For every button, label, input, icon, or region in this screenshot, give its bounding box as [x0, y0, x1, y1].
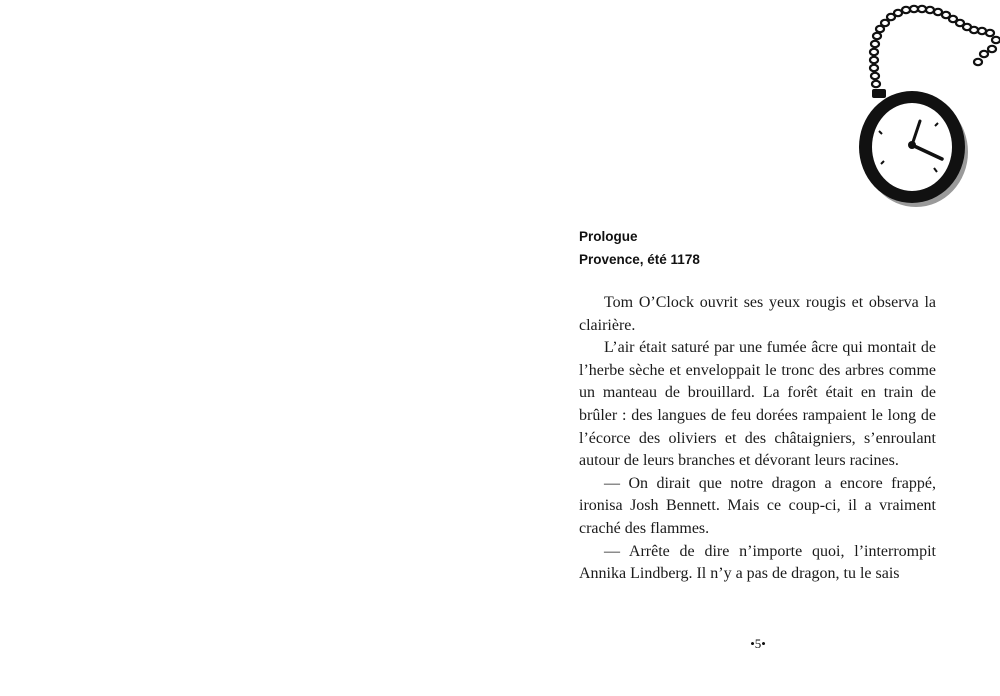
- watch-chain: [870, 6, 1000, 87]
- paragraph: Tom O’Clock ouvrit ses yeux rougis et observa la clairière.: [579, 294, 936, 334]
- pocket-watch-icon: [850, 0, 1000, 210]
- watch-crown: [872, 89, 886, 98]
- paragraph: L’air était saturé par une fumée âcre qui montait de l’herbe sèche et enveloppait le tronc des arbres comme un manteau de brouillard. La forêt était en train de brûler : des langues de feu dorées rampaient le long de l’écorce des oliviers et des châtaigniers, s’enroulant autour de leurs branches et dévorant leurs racines.: [579, 339, 936, 470]
- body-text: [579, 292, 936, 586]
- paragraph: — On dirait que notre dragon a encore frappé, ironisa Josh Bennett. Mais ce coup-ci, il a vraiment craché des flammes.: [579, 474, 936, 537]
- chapter-subtitle: Provence, été 1178: [579, 252, 700, 267]
- chapter-title: Prologue: [579, 229, 638, 244]
- paragraph: — Arrête de dire n’importe quoi, l’interrompit Annika Lindberg. Il n’y a pas de dragon, tu le sais: [579, 542, 936, 583]
- page-number: •5•: [750, 636, 766, 651]
